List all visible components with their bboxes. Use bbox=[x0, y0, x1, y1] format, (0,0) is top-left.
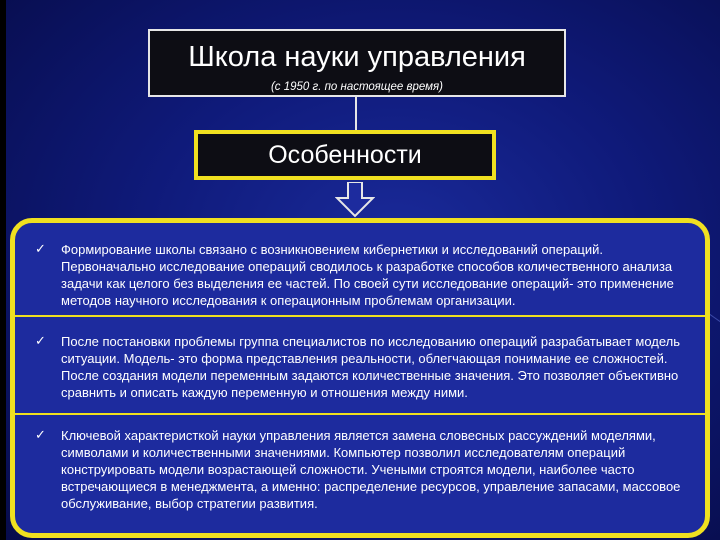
check-icon: ✓ bbox=[35, 241, 46, 256]
divider bbox=[15, 315, 705, 317]
divider bbox=[15, 413, 705, 415]
down-arrow-icon bbox=[335, 182, 375, 218]
item-text: Ключевой характеристкой науки управления является замена словесных рассуждений моделями, символами и количественными значениями. Компьютер позволил исследователям операций конструировать модели возрастающей сложности. Учеными строятся модели, наиболее часто встречающиеся в менеджмента, а именно: распределение ресурсов, управление запасами, массовое обслуживание, выбор стратегии развития. bbox=[61, 428, 681, 511]
features-box bbox=[194, 130, 496, 180]
check-icon: ✓ bbox=[35, 427, 46, 442]
connector-line bbox=[355, 97, 357, 131]
item-text: После постановки проблемы группа специалистов по исследованию операций разрабатывает модель ситуации. Модель- это форма представления реальности, облегчающая понимание ее сложностей. После создания модели переменным задаются количественные значения. Это позволяет объективно сравнить и описать каждую переменную и отношения между ними. bbox=[61, 334, 681, 400]
check-icon: ✓ bbox=[35, 333, 46, 348]
list-item bbox=[15, 427, 705, 527]
left-edge-bar bbox=[0, 0, 6, 540]
features-panel bbox=[10, 218, 710, 538]
item-text: Формирование школы связано с возникновением кибернетики и исследований операций. Первоначально исследование операций сводилось к разработке способов количественного анализа задачи как целого без выделения ее частей. По своей сути исследование операций- это применение методов научного исследования к операционным проблемам организации. bbox=[61, 242, 674, 308]
features-label: Особенности bbox=[268, 141, 422, 169]
slide-title: Школа науки управления bbox=[188, 41, 526, 73]
slide-subtitle: (с 1950 г. по настоящее время) bbox=[270, 81, 444, 93]
list-item bbox=[15, 241, 705, 321]
title-box bbox=[148, 29, 566, 97]
list-item bbox=[15, 333, 705, 413]
